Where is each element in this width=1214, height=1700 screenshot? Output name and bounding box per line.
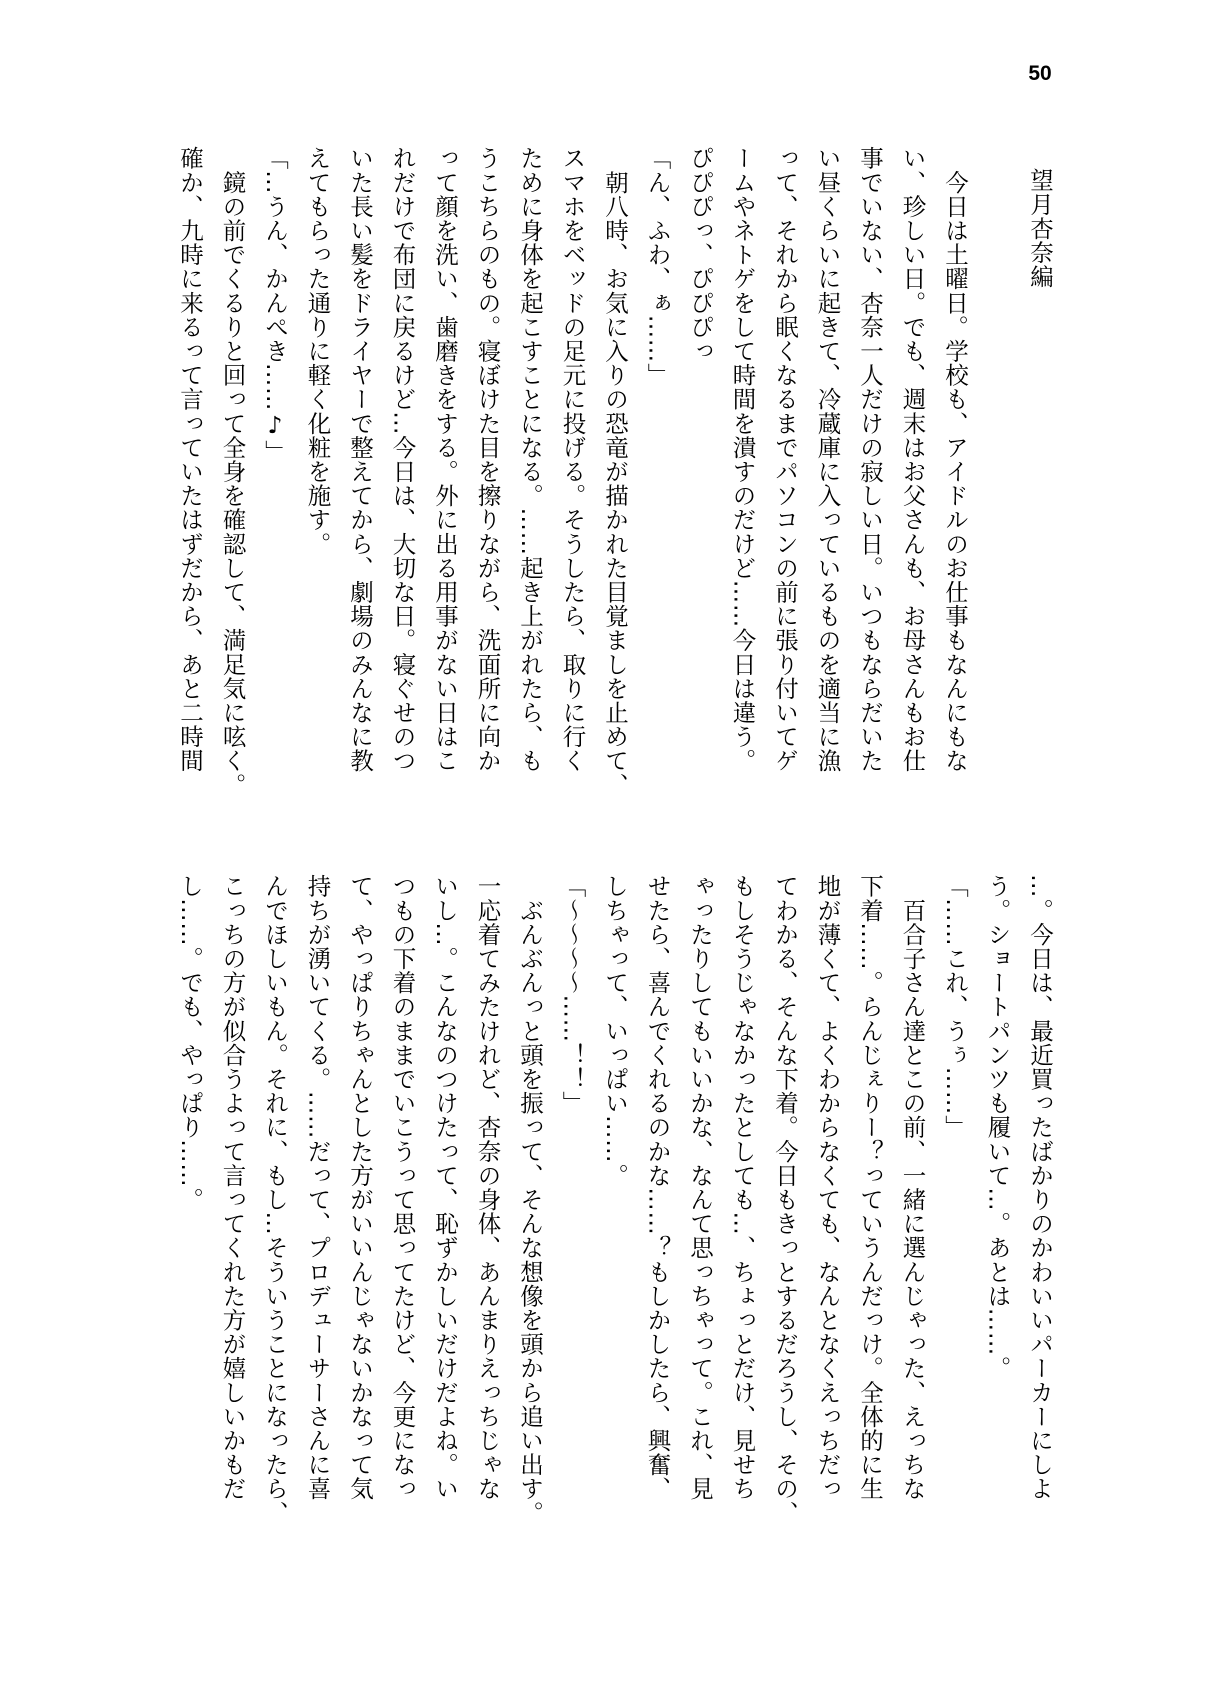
- text-line: し……。でも、やっぱり……。: [176, 874, 204, 1212]
- text-line: う。ショートパンツも履いて…。あとは……。: [983, 874, 1012, 1381]
- text-line: って顔を洗い、歯磨きをする。外に出る用事がない日はこ: [431, 146, 459, 773]
- text-line: 今日は土曜日。学校も、アイドルのお仕事もなんにもな: [941, 146, 969, 773]
- text-line: 「…うん、かんぺき……♪」: [261, 146, 289, 464]
- text-line: こっちの方が似合うよって言ってくれた方が嬉しいかもだ: [218, 874, 247, 1501]
- text-line: 持ちが湧いてくる。……だって、プロデューサーさんに喜: [303, 874, 332, 1501]
- text-line: 朝八時、お気に入りの恐竜が描かれた目覚ましを止めて、: [601, 146, 629, 797]
- text-line: うこちらのもの。寝ぼけた目を擦りながら、洗面所に向か: [473, 146, 502, 773]
- text-block-bottom: [169, 874, 1062, 1524]
- text-line: てわかる、そんな下着。今日もきっとするだろうし、その、: [771, 874, 799, 1525]
- text-line: …。今日は、最近買ったばかりのかわいいパーカーにしよ: [1026, 874, 1054, 1501]
- text-line: ぶんぶんっと頭を振って、そんな想像を頭から追い出す。: [516, 874, 544, 1525]
- text-line: せたら、喜んでくれるのかな……？もしかしたら、興奮、: [643, 874, 672, 1501]
- text-line: ゃったりしてもいいかな、なんて思っちゃって。これ、見: [686, 874, 714, 1501]
- text-line: ために身体を起こすことになる。……起き上がれたら、も: [516, 146, 544, 773]
- text-line: つもの下着のままでいこうって思ってたけど、今更になっ: [388, 874, 417, 1501]
- text-line: 百合子さん達とこの前、一緒に選んじゃった、えっちな: [898, 874, 927, 1501]
- text-line: い昼くらいに起きて、冷蔵庫に入っているものを適当に漁: [813, 146, 842, 773]
- text-line: しちゃって、いっぱい……。: [601, 874, 629, 1188]
- chapter-title: 望月杏奈編: [1026, 168, 1054, 289]
- text-block-top: [169, 146, 977, 796]
- text-line: 「……これ、うぅ……」: [941, 874, 969, 1140]
- text-line: 「ん、ふわ、ぁ……」: [643, 146, 672, 387]
- text-line: 確か、九時に来るって言っていたはずだから、あと二時間: [176, 146, 204, 773]
- text-line: 鏡の前でくるりと回って全身を確認して、満足気に呟く。: [218, 146, 247, 797]
- text-line: スマホをベッドの足元に投げる。そうしたら、取りに行く: [558, 146, 587, 773]
- text-line: 下着……。らんじぇりー？っていうんだっけ。全体的に生: [856, 874, 884, 1501]
- text-line: い、珍しい日。でも、週末はお父さんも、お母さんもお仕: [898, 146, 927, 773]
- text-line: 「～～～～……！！」: [558, 874, 587, 1115]
- text-line: いた長い髪をドライヤーで整えてから、劇場のみんなに教: [346, 146, 374, 773]
- text-line: て、やっぱりちゃんとした方がいいんじゃないかなって気: [346, 874, 374, 1501]
- text-line: んでほしいもん。それに、もし…そういうことになったら、: [261, 874, 289, 1525]
- text-line: 一応着てみたけれど、杏奈の身体、あんまりえっちじゃな: [473, 874, 502, 1501]
- text-line: ームやネトゲをして時間を潰すのだけど……今日は違う。: [728, 146, 757, 773]
- text-line: えてもらった通りに軽く化粧を施す。: [303, 146, 332, 556]
- text-line: れだけで布団に戻るけど…今日は、大切な日。寝ぐせのつ: [388, 146, 417, 773]
- text-line: 地が薄くて、よくわからなくても、なんとなくえっちだっ: [813, 874, 842, 1501]
- text-line: もしそうじゃなかったとしても…、ちょっとだけ、見せち: [728, 874, 757, 1501]
- page-number: 50: [1028, 62, 1052, 85]
- text-line: って、それから眠くなるまでパソコンの前に張り付いてゲ: [771, 146, 799, 773]
- text-line: ぴぴぴっ、ぴぴぴっ: [686, 146, 714, 363]
- text-line: いし…。こんなのつけたって、恥ずかしいだけだよね。い: [431, 874, 459, 1501]
- text-line: 事でいない、杏奈一人だけの寂しい日。いつもならだいた: [856, 146, 884, 773]
